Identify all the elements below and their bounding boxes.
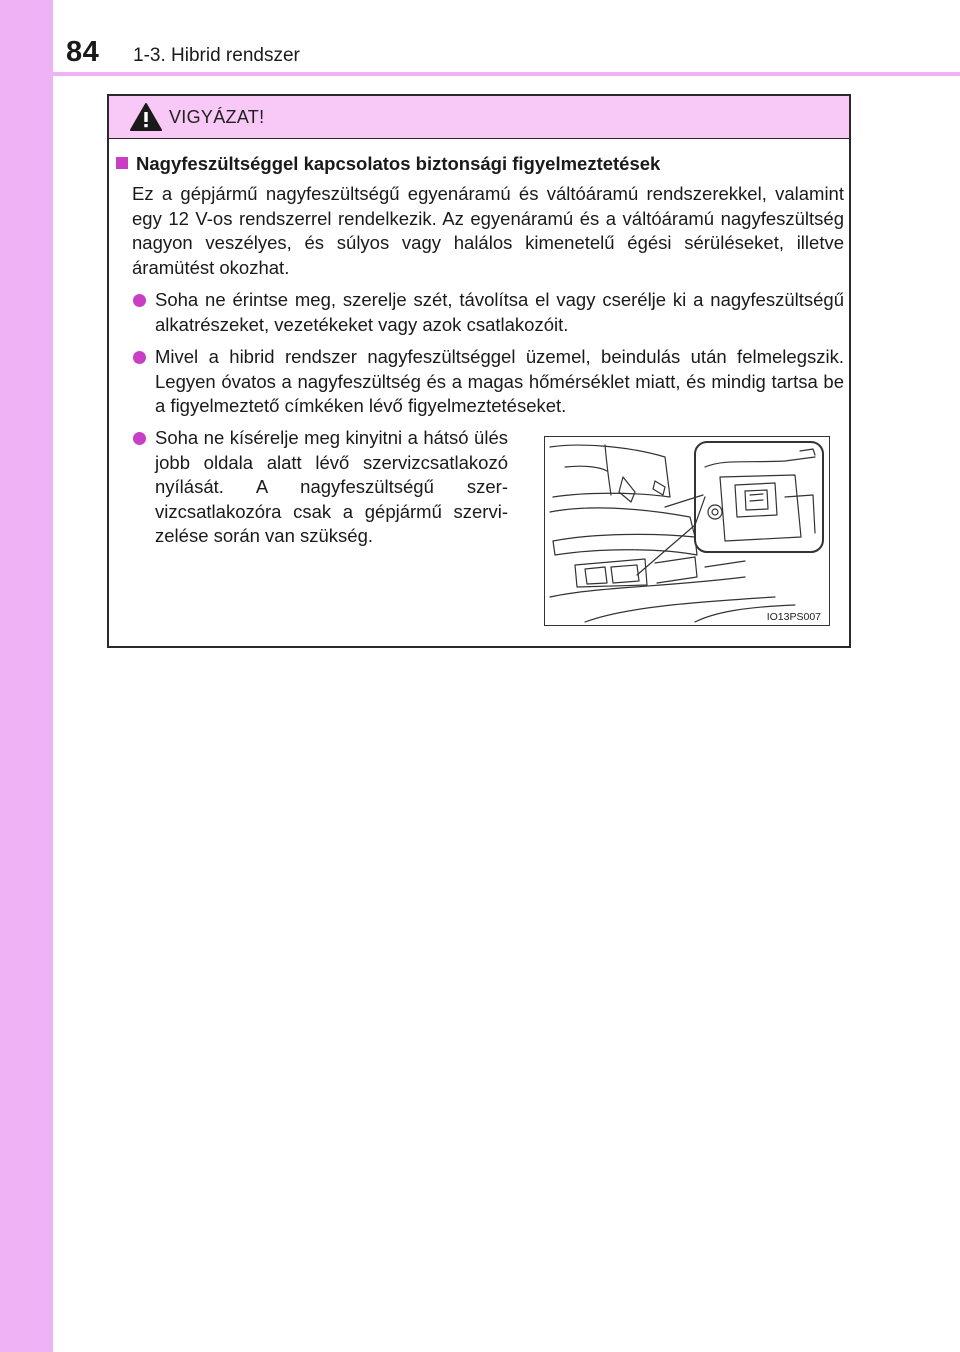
section-title: 1-3. Hibrid rendszer	[133, 45, 300, 66]
page-number: 84	[66, 36, 100, 68]
list-item-text: Mivel a hibrid rendszer nagyfeszültséggel üzemel, beindulás után felmelegszik. Legyen óvatos a nagyfeszültség és a magas hőmérséklet miatt, és mindig tartsa be a figyelmeztető címkéken lévő figyelmeztetéseket.	[155, 346, 844, 416]
subsection-heading	[116, 153, 844, 175]
rear-seat-drawing	[545, 437, 830, 626]
side-color-strip	[0, 0, 53, 1352]
square-bullet-icon	[116, 157, 128, 169]
circle-bullet-icon	[133, 351, 146, 364]
figure-code: IO13PS007	[766, 611, 821, 623]
warning-triangle-icon	[129, 102, 163, 132]
circle-bullet-icon	[133, 294, 146, 307]
subsection-heading-text: Nagyfeszültséggel kapcsolatos biztonsági figyelmeztetések	[136, 153, 661, 174]
list-item	[132, 288, 844, 337]
warning-header	[109, 96, 849, 139]
circle-bullet-icon	[133, 432, 146, 445]
list-item-text: Soha ne érintse meg, szerelje szét, távolítsa el vagy cserélje ki a nagyfeszültségű alkatrészeket, vezetékeket vagy azok csatlakozóit.	[155, 289, 844, 335]
service-plug-illustration	[544, 436, 830, 626]
header-rule	[53, 72, 960, 76]
list-item	[132, 426, 508, 549]
list-item	[132, 345, 844, 419]
list-item-text: Soha ne kísérelje meg kinyitni a hátsó ülés jobb oldala alatt lévő szervizcsatlakozó nyílását. A nagyfeszültségű szervizcsatlakozóra csak a gépjármű szervizelése során van szükség.	[155, 427, 508, 546]
intro-paragraph: Ez a gépjármű nagyfeszültségű egyenáramú és váltóáramú rendszerekkel, valamint egy 12 V-os rendszerrel rendelkezik. Az egyenáramú és a váltóáramú nagyfeszültség nagyon veszélyes, és súlyos vagy halálos kimenetelű égési sérüléseket, illetve áramütést okozhat.	[132, 183, 844, 278]
warning-box	[107, 94, 851, 648]
warning-title: VIGYÁZAT!	[169, 107, 265, 127]
